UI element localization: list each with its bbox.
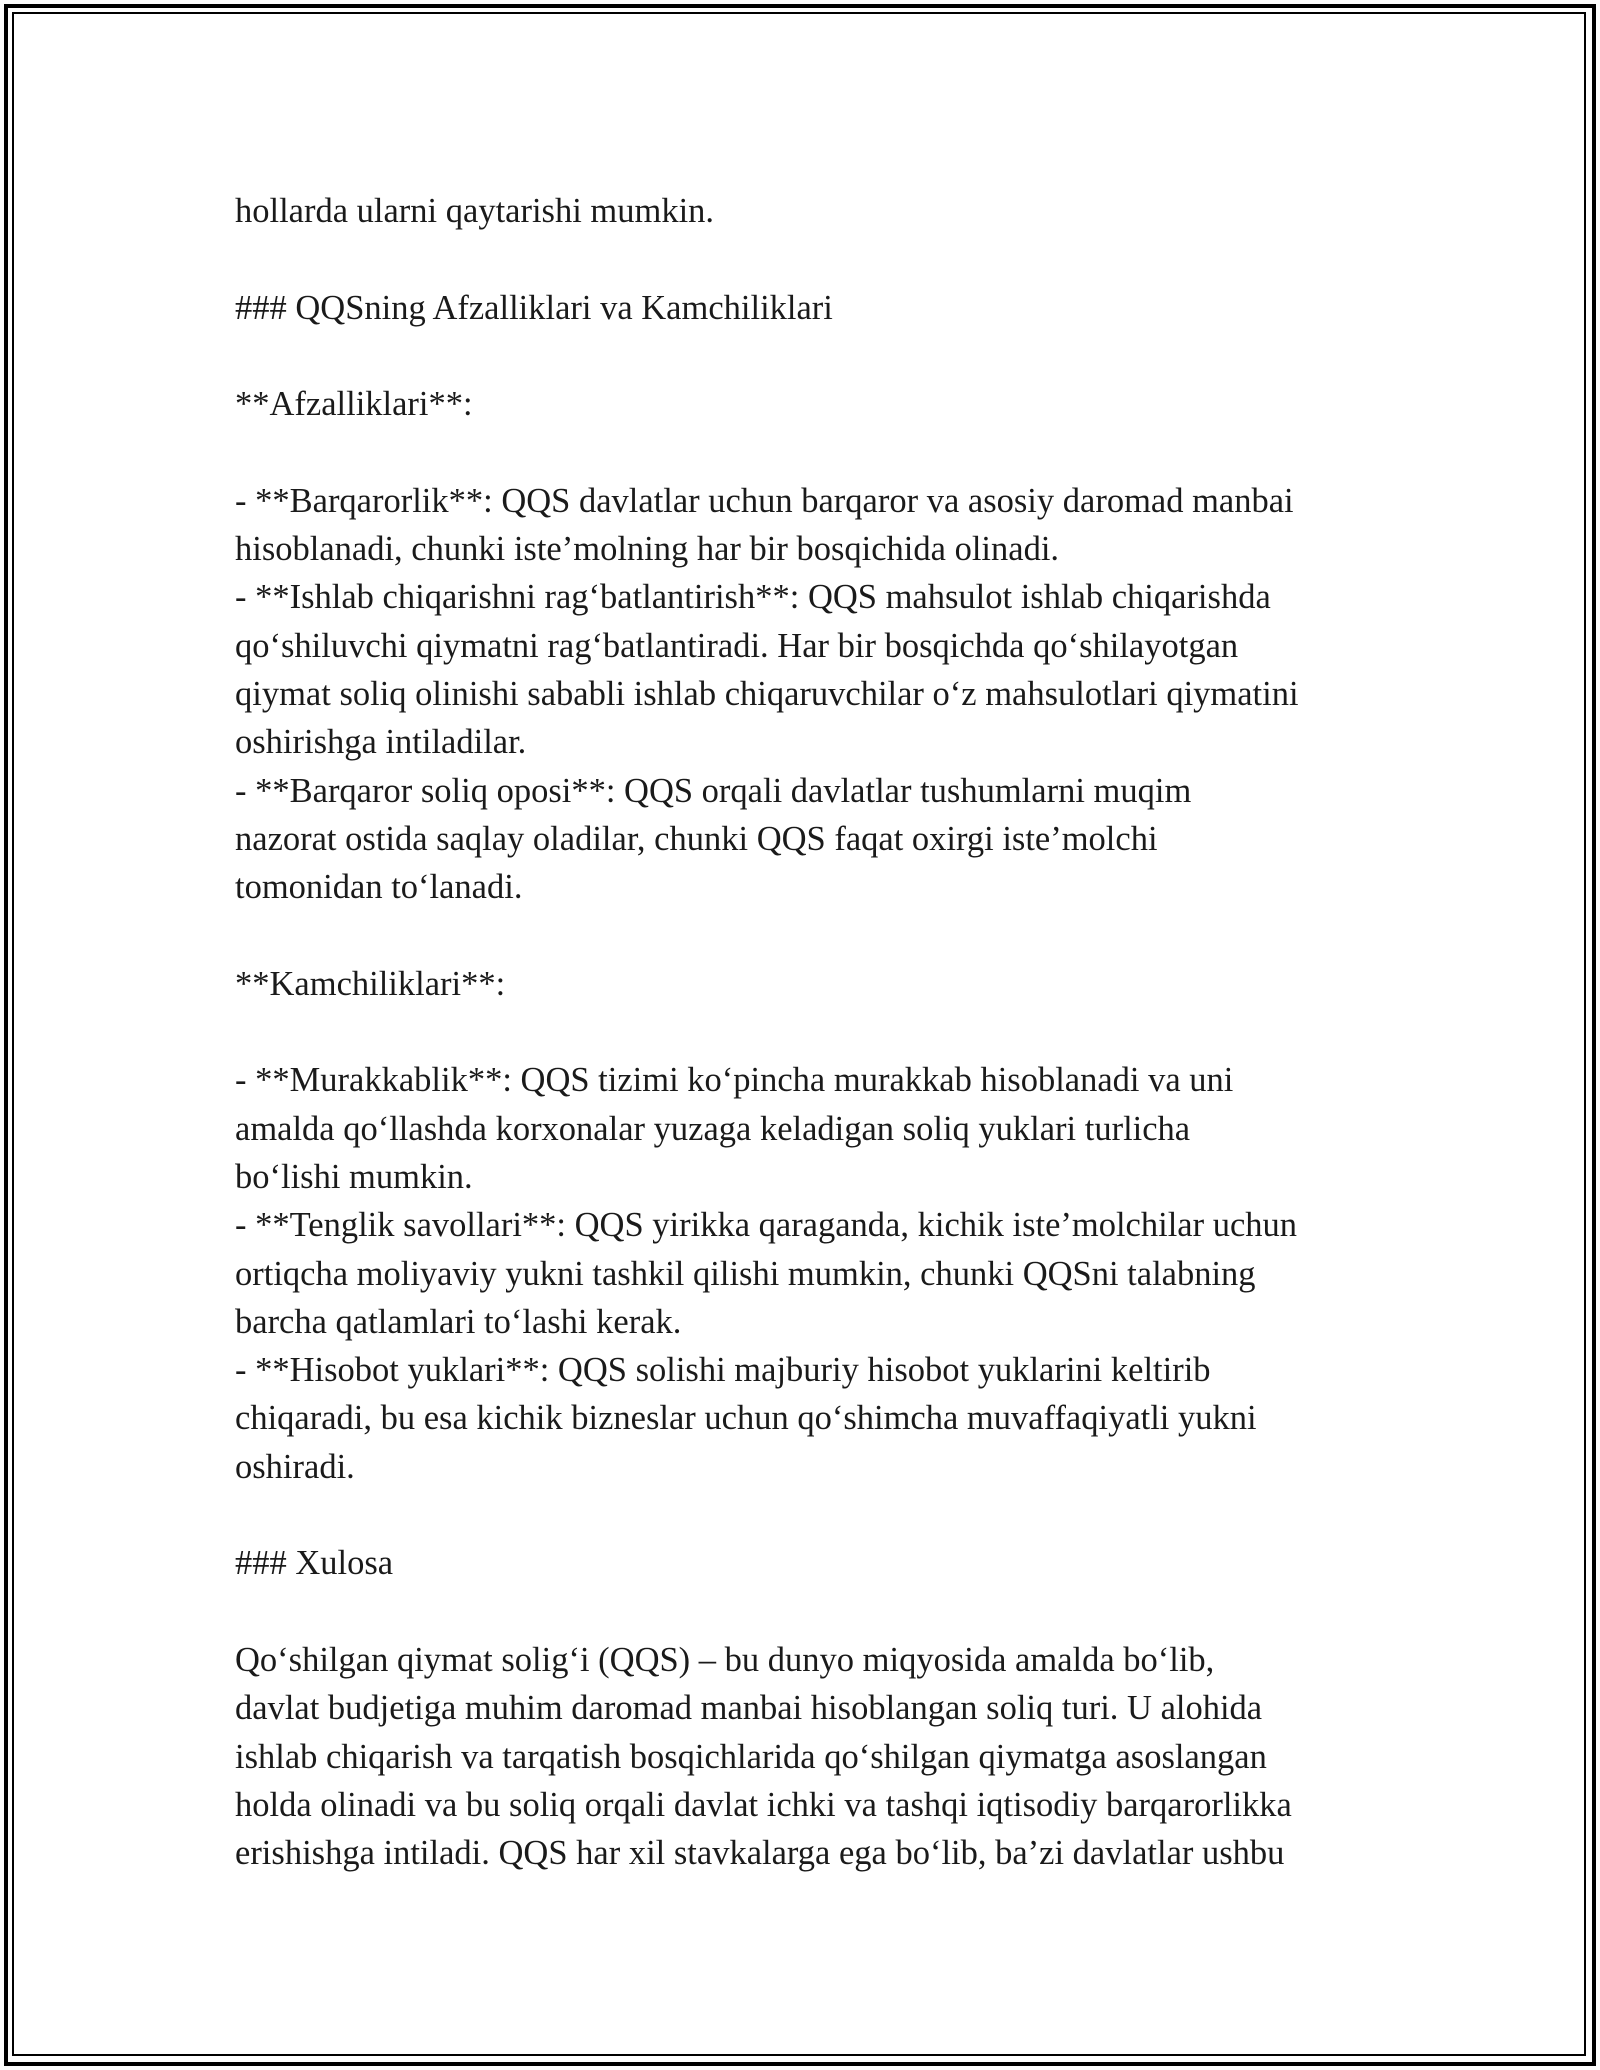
disadvantage-line: bo‘lishi mumkin.	[235, 1157, 473, 1196]
disadvantage-line: barcha qatlamlari to‘lashi kerak.	[235, 1302, 682, 1341]
document-body	[235, 187, 1385, 1877]
conclusion-line: erishishga intiladi. QQS har xil stavkalarga ega bo‘lib, ba’zi davlatlar ushbu	[235, 1834, 1285, 1873]
conclusion-line: davlat budjetiga muhim daromad manbai hisoblangan soliq turi. U alohida	[235, 1689, 1263, 1728]
advantage-line: - **Barqarorlik**: QQS davlatlar uchun barqaror va asosiy daromad manbai	[235, 481, 1294, 520]
conclusion-line: ishlab chiqarish va tarqatish bosqichlarida qo‘shilgan qiymatga asoslangan	[235, 1737, 1267, 1776]
disadvantage-line: amalda qo‘llashda korxonalar yuzaga keladigan soliq yuklari turlicha	[235, 1109, 1191, 1148]
disadvantage-line: chiqaradi, bu esa kichik bizneslar uchun qo‘shimcha muvaffaqiyatli yukni	[235, 1399, 1257, 1438]
advantage-line: hisoblanadi, chunki iste’molning har bir bosqichida olinadi.	[235, 530, 1060, 569]
conclusion-heading: ### Xulosa	[235, 1544, 394, 1583]
advantage-line: qiymat soliq olinishi sababli ishlab chiqaruvchilar o‘z mahsulotlari qiymatini	[235, 674, 1299, 713]
advantage-line: - **Ishlab chiqarishni rag‘batlantirish**: QQS mahsulot ishlab chiqarishda	[235, 578, 1271, 617]
disadvantage-line: - **Tenglik savollari**: QQS yirikka qaraganda, kichik iste’molchilar uchun	[235, 1206, 1298, 1245]
advantage-line: oshirishga intiladilar.	[235, 723, 527, 762]
section-heading: ### QQSning Afzalliklari va Kamchiliklari	[235, 288, 833, 327]
disadvantages-list	[235, 1056, 1385, 1491]
advantage-line: - **Barqaror soliq oposi**: QQS orqali davlatlar tushumlarni muqim	[235, 771, 1192, 810]
advantages-list	[235, 477, 1385, 912]
disadvantages-heading: **Kamchiliklari**:	[235, 964, 506, 1003]
disadvantage-line: - **Hisobot yuklari**: QQS solishi majburiy hisobot yuklarini keltirib	[235, 1351, 1211, 1390]
advantage-line: tomonidan to‘lanadi.	[235, 868, 523, 907]
conclusion-line: Qo‘shilgan qiymat solig‘i (QQS) – bu dunyo miqyosida amalda bo‘lib,	[235, 1640, 1215, 1679]
conclusion-paragraph	[235, 1636, 1385, 1877]
disadvantage-line: oshiradi.	[235, 1447, 355, 1486]
intro-tail-line: hollarda ularni qaytarishi mumkin.	[235, 192, 715, 230]
disadvantage-line: - **Murakkablik**: QQS tizimi ko‘pincha murakkab hisoblanadi va uni	[235, 1061, 1234, 1100]
disadvantage-line: ortiqcha moliyaviy yukni tashkil qilishi mumkin, chunki QQSni talabning	[235, 1254, 1256, 1293]
advantage-line: qo‘shiluvchi qiymatni rag‘batlantiradi. Har bir bosqichda qo‘shilayotgan	[235, 626, 1239, 665]
advantage-line: nazorat ostida saqlay oladilar, chunki QQS faqat oxirgi iste’molchi	[235, 819, 1158, 858]
conclusion-line: holda olinadi va bu soliq orqali davlat ichki va tashqi iqtisodiy barqarorlikka	[235, 1785, 1292, 1824]
advantages-heading: **Afzalliklari**:	[235, 385, 473, 424]
